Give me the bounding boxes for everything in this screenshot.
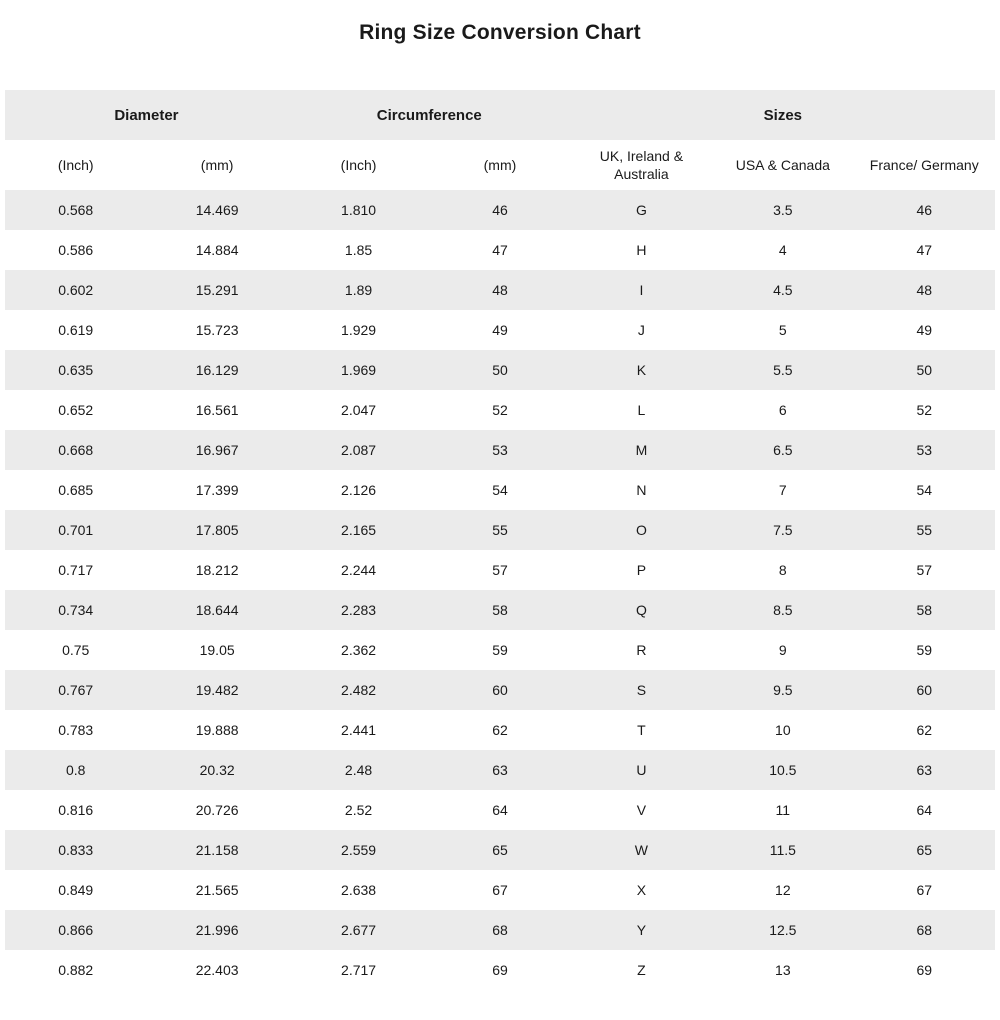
table-cell: 59	[429, 630, 570, 670]
table-row	[5, 190, 995, 230]
table-cell: 21.565	[146, 870, 287, 910]
table-row	[5, 950, 995, 990]
table-cell: 0.685	[5, 470, 146, 510]
table-cell: V	[571, 790, 712, 830]
table-cell: 64	[854, 790, 995, 830]
table-cell: 0.701	[5, 510, 146, 550]
table-cell: 0.783	[5, 710, 146, 750]
table-cell: 65	[854, 830, 995, 870]
table-cell: Q	[571, 590, 712, 630]
table-cell: 1.810	[288, 190, 429, 230]
table-cell: S	[571, 670, 712, 710]
table-cell: 55	[429, 510, 570, 550]
table-cell: 57	[429, 550, 570, 590]
table-cell: 2.559	[288, 830, 429, 870]
table-cell: 19.482	[146, 670, 287, 710]
table-row	[5, 230, 995, 270]
table-cell: 60	[854, 670, 995, 710]
table-cell: 65	[429, 830, 570, 870]
table-cell: H	[571, 230, 712, 270]
table-cell: 58	[854, 590, 995, 630]
table-cell: 1.929	[288, 310, 429, 350]
table-cell: 8	[712, 550, 853, 590]
column-header-0-inch: (Inch)	[5, 140, 146, 190]
table-cell: 2.244	[288, 550, 429, 590]
table-cell: 16.129	[146, 350, 287, 390]
table-cell: 2.48	[288, 750, 429, 790]
table-cell: 19.05	[146, 630, 287, 670]
table-cell: 15.723	[146, 310, 287, 350]
table-cell: W	[571, 830, 712, 870]
table-cell: 0.652	[5, 390, 146, 430]
table-cell: 2.126	[288, 470, 429, 510]
table-cell: U	[571, 750, 712, 790]
table-cell: 5	[712, 310, 853, 350]
table-cell: L	[571, 390, 712, 430]
table-cell: 2.638	[288, 870, 429, 910]
table-cell: 10	[712, 710, 853, 750]
table-cell: 0.866	[5, 910, 146, 950]
table-cell: 0.816	[5, 790, 146, 830]
table-cell: K	[571, 350, 712, 390]
table-cell: 20.726	[146, 790, 287, 830]
table-cell: 67	[429, 870, 570, 910]
column-header-6-france-germany: France/ Germany	[854, 140, 995, 190]
table-cell: M	[571, 430, 712, 470]
table-cell: 68	[854, 910, 995, 950]
table-cell: 15.291	[146, 270, 287, 310]
table-cell: 4.5	[712, 270, 853, 310]
table-cell: 7.5	[712, 510, 853, 550]
ring-size-conversion-table	[5, 90, 995, 990]
table-cell: 2.482	[288, 670, 429, 710]
table-cell: 2.52	[288, 790, 429, 830]
table-cell: N	[571, 470, 712, 510]
table-row	[5, 470, 995, 510]
table-cell: 10.5	[712, 750, 853, 790]
table-cell: 14.884	[146, 230, 287, 270]
table-cell: 59	[854, 630, 995, 670]
table-cell: 12	[712, 870, 853, 910]
table-cell: 20.32	[146, 750, 287, 790]
table-cell: 69	[854, 950, 995, 990]
table-cell: 2.717	[288, 950, 429, 990]
table-cell: 47	[854, 230, 995, 270]
table-cell: 9.5	[712, 670, 853, 710]
table-cell: 0.75	[5, 630, 146, 670]
table-row	[5, 870, 995, 910]
table-cell: 67	[854, 870, 995, 910]
table-row	[5, 510, 995, 550]
table-row	[5, 550, 995, 590]
table-cell: 62	[854, 710, 995, 750]
table-cell: 2.165	[288, 510, 429, 550]
table-cell: 0.619	[5, 310, 146, 350]
table-cell: 0.568	[5, 190, 146, 230]
table-header	[5, 90, 995, 190]
table-row	[5, 630, 995, 670]
table-cell: 0.8	[5, 750, 146, 790]
table-cell: J	[571, 310, 712, 350]
table-cell: 0.717	[5, 550, 146, 590]
table-row	[5, 350, 995, 390]
table-body	[5, 190, 995, 990]
table-cell: 6	[712, 390, 853, 430]
page-title: Ring Size Conversion Chart	[359, 21, 641, 44]
table-cell: 12.5	[712, 910, 853, 950]
table-cell: 50	[854, 350, 995, 390]
table-cell: 17.399	[146, 470, 287, 510]
table-cell: 0.668	[5, 430, 146, 470]
table-row	[5, 710, 995, 750]
table-cell: 0.833	[5, 830, 146, 870]
table-cell: 52	[854, 390, 995, 430]
table-cell: 1.85	[288, 230, 429, 270]
table-cell: 49	[429, 310, 570, 350]
table-cell: 21.996	[146, 910, 287, 950]
table-cell: 2.283	[288, 590, 429, 630]
table-cell: 1.89	[288, 270, 429, 310]
table-cell: 64	[429, 790, 570, 830]
table-cell: 7	[712, 470, 853, 510]
table-cell: 14.469	[146, 190, 287, 230]
table-cell: 18.212	[146, 550, 287, 590]
table-cell: 2.362	[288, 630, 429, 670]
column-header-3-mm: (mm)	[429, 140, 570, 190]
table-cell: 3.5	[712, 190, 853, 230]
table-cell: 53	[429, 430, 570, 470]
table-cell: 11	[712, 790, 853, 830]
column-header-5-usa-canada: USA & Canada	[712, 140, 853, 190]
table-cell: 50	[429, 350, 570, 390]
table-cell: 63	[429, 750, 570, 790]
table-cell: 63	[854, 750, 995, 790]
table-cell: 48	[854, 270, 995, 310]
table-cell: 16.967	[146, 430, 287, 470]
table-cell: 46	[854, 190, 995, 230]
table-cell: 0.734	[5, 590, 146, 630]
table-row	[5, 430, 995, 470]
table-cell: 18.644	[146, 590, 287, 630]
table-cell: 46	[429, 190, 570, 230]
table-cell: 2.087	[288, 430, 429, 470]
table-cell: 22.403	[146, 950, 287, 990]
column-group-sizes: Sizes	[571, 90, 995, 140]
table-cell: P	[571, 550, 712, 590]
table-cell: 60	[429, 670, 570, 710]
table-cell: 19.888	[146, 710, 287, 750]
table-cell: 58	[429, 590, 570, 630]
table-cell: 52	[429, 390, 570, 430]
table-cell: Z	[571, 950, 712, 990]
table-cell: 16.561	[146, 390, 287, 430]
table-cell: 54	[429, 470, 570, 510]
table-cell: 6.5	[712, 430, 853, 470]
table-cell: 9	[712, 630, 853, 670]
table-cell: 62	[429, 710, 570, 750]
table-cell: 54	[854, 470, 995, 510]
table-cell: T	[571, 710, 712, 750]
table-row	[5, 390, 995, 430]
table-row	[5, 310, 995, 350]
table-cell: 21.158	[146, 830, 287, 870]
table-cell: 4	[712, 230, 853, 270]
table-cell: 0.767	[5, 670, 146, 710]
table-row	[5, 670, 995, 710]
table-cell: 47	[429, 230, 570, 270]
table-cell: 49	[854, 310, 995, 350]
column-header-1-mm: (mm)	[146, 140, 287, 190]
table-cell: 0.849	[5, 870, 146, 910]
table-row	[5, 270, 995, 310]
table-cell: 53	[854, 430, 995, 470]
column-group-circumference: Circumference	[288, 90, 571, 140]
table-cell: 69	[429, 950, 570, 990]
column-group-row	[5, 90, 995, 140]
column-group-diameter: Diameter	[5, 90, 288, 140]
table-cell: O	[571, 510, 712, 550]
table-cell: 8.5	[712, 590, 853, 630]
table-cell: 0.635	[5, 350, 146, 390]
table-cell: 2.047	[288, 390, 429, 430]
table-cell: I	[571, 270, 712, 310]
column-header-row	[5, 140, 995, 190]
table-cell: Y	[571, 910, 712, 950]
table-cell: 17.805	[146, 510, 287, 550]
table-cell: X	[571, 870, 712, 910]
column-header-4-uk-ireland-australia: UK, Ireland & Australia	[571, 140, 712, 190]
table-cell: 2.677	[288, 910, 429, 950]
table-cell: 68	[429, 910, 570, 950]
table-cell: 5.5	[712, 350, 853, 390]
table-row	[5, 750, 995, 790]
table-cell: 2.441	[288, 710, 429, 750]
column-header-2-inch: (Inch)	[288, 140, 429, 190]
table-cell: 48	[429, 270, 570, 310]
table-cell: 13	[712, 950, 853, 990]
table-row	[5, 830, 995, 870]
table-cell: G	[571, 190, 712, 230]
table-cell: 11.5	[712, 830, 853, 870]
table-cell: 0.602	[5, 270, 146, 310]
table-cell: 0.586	[5, 230, 146, 270]
table-cell: 0.882	[5, 950, 146, 990]
table-row	[5, 910, 995, 950]
table-cell: R	[571, 630, 712, 670]
table-row	[5, 790, 995, 830]
table-row	[5, 590, 995, 630]
table-cell: 55	[854, 510, 995, 550]
table-cell: 1.969	[288, 350, 429, 390]
table-cell: 57	[854, 550, 995, 590]
